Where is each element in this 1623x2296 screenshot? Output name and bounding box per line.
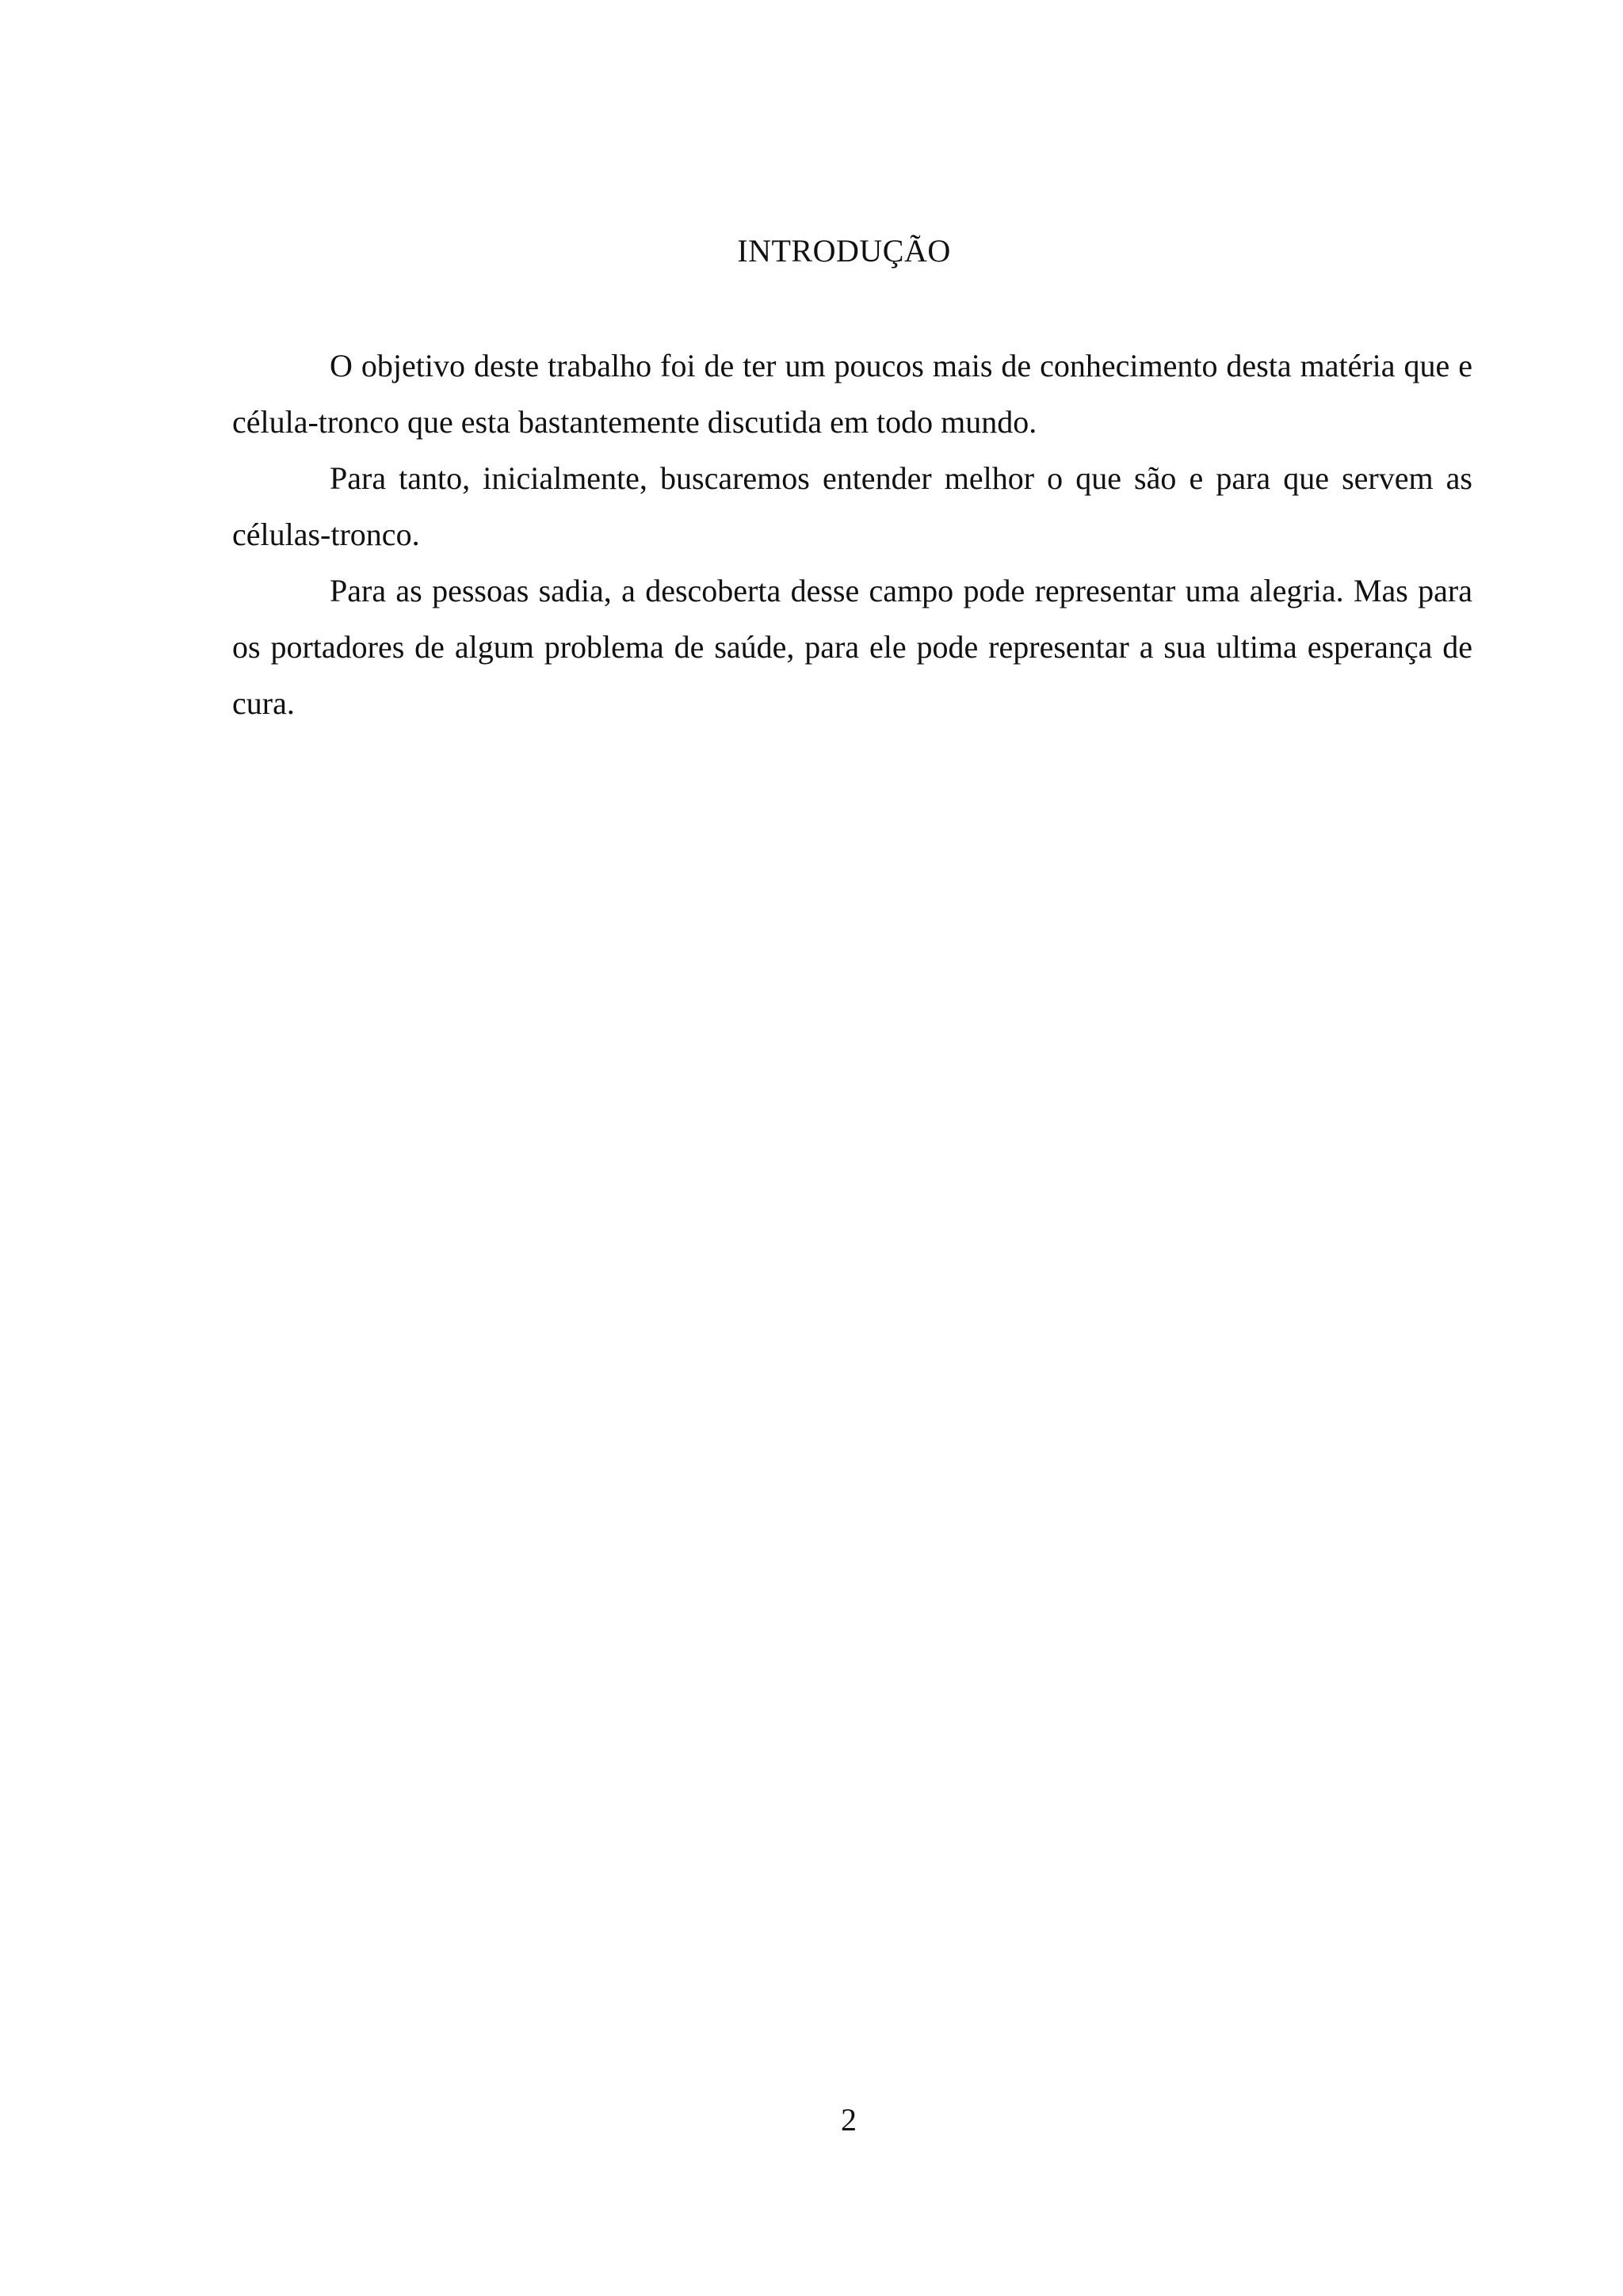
section-title: INTRODUÇÃO — [737, 233, 951, 269]
paragraph-objective: O objetivo deste trabalho foi de ter um poucos mais de conhecimento desta matéria que e célula-tronco que esta bastantemente discutida em todo mundo. — [232, 348, 1472, 440]
page-number: 2 — [841, 2102, 857, 2138]
paragraph-significance: Para as pessoas sadia, a descoberta desse campo pode representar uma alegria. Mas para os portadores de algum problema de saúde, para ele pode representar a sua ultima esperança de cura. — [232, 573, 1472, 721]
body-text — [232, 338, 1472, 731]
paragraph-approach: Para tanto, inicialmente, buscaremos entender melhor o que são e para que servem as células-tronco. — [232, 460, 1472, 552]
